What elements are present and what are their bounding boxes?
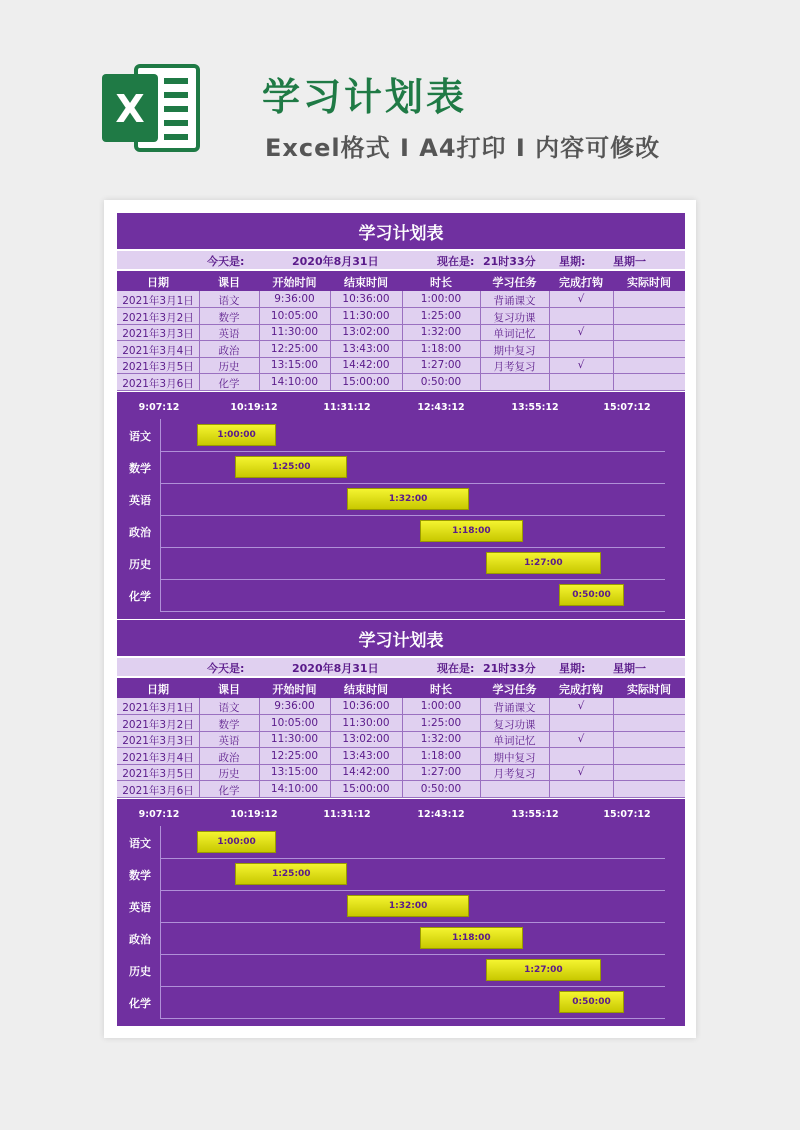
table-cell[interactable]: √ — [577, 359, 585, 371]
table-cell[interactable]: 0:50:00 — [420, 375, 462, 388]
table-cell[interactable]: 2021年3月1日 — [122, 702, 194, 714]
table-row — [117, 308, 685, 325]
table-header — [117, 678, 685, 697]
table-cell[interactable]: 1:18:00 — [420, 749, 462, 762]
table-cell[interactable]: 语文 — [218, 295, 240, 307]
table-cell[interactable]: 11:30:00 — [270, 326, 319, 338]
column-header: 时长 — [430, 276, 452, 289]
x-tick-label: 9:07:12 — [138, 809, 180, 820]
today-value: 2020年8月31日 — [292, 255, 379, 268]
category-label: 历史 — [129, 558, 151, 571]
today-label: 今天是: — [207, 255, 245, 268]
gantt-bar[interactable] — [235, 863, 347, 885]
table-cell[interactable]: 数学 — [218, 311, 240, 324]
table-cell[interactable]: 单词记忆 — [493, 735, 536, 747]
gantt-bar[interactable] — [486, 552, 601, 574]
x-tick-label: 11:31:12 — [323, 402, 371, 413]
bar-label: 1:32:00 — [388, 494, 428, 504]
table-cell[interactable]: 复习功课 — [493, 311, 536, 324]
grid-line — [160, 1018, 665, 1019]
table-row — [117, 341, 685, 358]
category-label: 语文 — [129, 837, 151, 850]
table-cell[interactable]: 1:00:00 — [420, 700, 462, 712]
table-cell[interactable]: 2021年3月5日 — [122, 361, 194, 373]
grid-line — [160, 890, 665, 891]
table-cell[interactable]: 10:36:00 — [342, 700, 390, 712]
x-tick-label: 15:07:12 — [603, 402, 651, 413]
table-cell[interactable]: 9:36:00 — [274, 700, 315, 712]
table-cell[interactable]: 0:50:00 — [420, 782, 462, 795]
bar-label: 1:18:00 — [452, 933, 491, 943]
table-cell[interactable]: 13:43:00 — [342, 342, 390, 355]
table-cell[interactable]: 化学 — [218, 377, 240, 390]
table-cell[interactable]: 背诵课文 — [493, 702, 536, 714]
table-cell[interactable]: 14:42:00 — [342, 766, 390, 778]
table-row — [117, 715, 685, 732]
table-cell[interactable]: 10:36:00 — [342, 293, 390, 305]
bar-label: 1:27:00 — [524, 558, 563, 568]
table-cell[interactable]: √ — [577, 766, 585, 778]
x-tick-label: 12:43:12 — [417, 402, 465, 413]
excel-logo-icon — [100, 60, 204, 156]
table-cell[interactable]: 历史 — [218, 768, 240, 780]
table-cell[interactable]: 11:30:00 — [342, 309, 390, 322]
weekday-label: 星期: — [559, 255, 586, 268]
column-header: 日期 — [147, 683, 169, 696]
column-header: 实际时间 — [627, 683, 671, 696]
study-plan-sheet-1 — [117, 213, 685, 619]
table-cell[interactable]: 1:27:00 — [420, 766, 462, 778]
category-label: 语文 — [129, 430, 151, 443]
table-row — [117, 781, 685, 798]
table-cell[interactable]: 政治 — [218, 344, 240, 357]
x-tick-label: 15:07:12 — [603, 809, 651, 820]
category-label: 政治 — [129, 933, 151, 946]
grid-line — [160, 954, 665, 955]
weekday-value: 星期一 — [613, 255, 646, 268]
table-cell[interactable]: 期中复习 — [493, 344, 536, 357]
table-row — [117, 698, 685, 715]
table-cell[interactable]: 2021年3月4日 — [122, 751, 194, 764]
column-header: 时长 — [430, 683, 452, 696]
gantt-chart — [117, 392, 685, 619]
gantt-bar[interactable] — [420, 520, 523, 542]
table-cell[interactable]: 1:25:00 — [420, 309, 462, 322]
table-cell[interactable]: 1:00:00 — [420, 293, 462, 305]
table-cell[interactable]: 政治 — [218, 751, 240, 764]
gantt-bar[interactable] — [486, 959, 601, 981]
data-table — [117, 290, 685, 390]
table-cell[interactable]: 1:27:00 — [420, 359, 462, 371]
info-bar — [117, 658, 685, 676]
logo-letter: X — [115, 87, 145, 131]
grid-line — [160, 451, 665, 452]
column-header: 结束时间 — [344, 683, 388, 696]
table-cell[interactable]: 12:25:00 — [270, 342, 319, 355]
table-cell[interactable]: 语文 — [218, 702, 240, 714]
bar-label: 1:25:00 — [272, 462, 311, 472]
category-label: 英语 — [129, 494, 151, 507]
grid-line — [160, 611, 665, 612]
column-header: 完成打钩 — [559, 276, 603, 289]
table-cell[interactable]: 15:00:00 — [342, 782, 390, 795]
table-cell[interactable]: 2021年3月1日 — [122, 295, 194, 307]
table-row — [117, 357, 685, 374]
table-row — [117, 731, 685, 748]
bar-label: 1:32:00 — [388, 901, 428, 911]
table-cell[interactable]: 月考复习 — [493, 361, 536, 373]
bar-label: 1:25:00 — [272, 869, 311, 879]
table-cell[interactable]: √ — [577, 733, 585, 745]
header — [0, 0, 800, 190]
bar-label: 1:00:00 — [217, 837, 256, 847]
table-cell[interactable]: 2021年3月3日 — [122, 328, 194, 340]
table-cell[interactable]: 11:30:00 — [342, 716, 390, 729]
now-label: 现在是: — [437, 662, 475, 675]
table-row — [117, 374, 685, 391]
table-cell[interactable]: 复习功课 — [493, 718, 536, 731]
category-label: 历史 — [129, 965, 151, 978]
grid-line — [160, 986, 665, 987]
table-cell[interactable]: 英语 — [218, 328, 240, 340]
table-cell[interactable]: √ — [577, 700, 585, 712]
table-cell[interactable]: 10:05:00 — [270, 716, 319, 729]
column-header: 日期 — [147, 276, 169, 289]
x-tick-label: 10:19:12 — [230, 402, 278, 413]
gantt-bar[interactable] — [235, 456, 347, 478]
weekday-value: 星期一 — [613, 662, 646, 675]
table-cell[interactable]: 化学 — [218, 784, 240, 797]
table-cell[interactable]: 2021年3月4日 — [122, 344, 194, 357]
table-cell[interactable]: 单词记忆 — [493, 328, 536, 340]
info-bar — [117, 251, 685, 269]
column-header: 课目 — [218, 683, 240, 696]
grid-line — [160, 515, 665, 516]
grid-line — [160, 922, 665, 923]
today-label: 今天是: — [207, 662, 245, 675]
grid-line — [160, 858, 665, 859]
table-cell[interactable]: 1:32:00 — [420, 733, 462, 745]
table-cell[interactable]: √ — [577, 293, 585, 305]
gantt-bar[interactable] — [420, 927, 523, 949]
column-header: 学习任务 — [492, 683, 537, 696]
category-label: 化学 — [129, 997, 151, 1010]
category-label: 数学 — [129, 869, 151, 882]
gantt-bar[interactable] — [559, 991, 625, 1013]
weekday-label: 星期: — [559, 662, 586, 675]
sheet-title: 学习计划表 — [117, 213, 685, 249]
table-row — [117, 291, 685, 308]
table-cell[interactable]: 14:10:00 — [270, 375, 319, 388]
table-cell[interactable]: 11:30:00 — [270, 733, 319, 745]
table-cell[interactable]: 13:02:00 — [342, 326, 390, 338]
column-header: 完成打钩 — [559, 683, 603, 696]
table-row — [117, 324, 685, 341]
sheet-title: 学习计划表 — [117, 620, 685, 656]
table-cell[interactable]: 1:25:00 — [420, 716, 462, 729]
bar-label: 1:27:00 — [524, 965, 563, 975]
table-cell[interactable]: 13:15:00 — [270, 359, 319, 371]
now-value: 21时33分 — [483, 255, 536, 268]
table-cell[interactable]: 背诵课文 — [493, 295, 536, 307]
table-cell[interactable]: 英语 — [218, 735, 240, 747]
column-header: 结束时间 — [344, 276, 388, 289]
gantt-bar[interactable] — [197, 831, 276, 853]
table-cell[interactable]: 14:42:00 — [342, 359, 390, 371]
now-value: 21时33分 — [483, 662, 536, 675]
bar-label: 1:18:00 — [452, 526, 491, 536]
table-cell[interactable]: 12:25:00 — [270, 749, 319, 762]
gantt-bar[interactable] — [347, 895, 468, 917]
page-title: 学习计划表 — [262, 75, 468, 119]
table-cell[interactable]: √ — [577, 326, 585, 338]
gantt-bar[interactable] — [347, 488, 468, 510]
table-cell[interactable]: 1:32:00 — [420, 326, 462, 338]
column-header: 实际时间 — [627, 276, 671, 289]
bar-label: 0:50:00 — [572, 590, 611, 600]
data-table — [117, 697, 685, 797]
table-cell[interactable]: 1:18:00 — [420, 342, 462, 355]
x-tick-label: 13:55:12 — [511, 809, 559, 820]
table-row — [117, 748, 685, 765]
now-label: 现在是: — [437, 255, 475, 268]
table-cell[interactable]: 期中复习 — [493, 751, 536, 764]
column-header: 开始时间 — [272, 276, 317, 289]
table-cell[interactable]: 2021年3月6日 — [122, 377, 194, 390]
table-cell[interactable]: 2021年3月5日 — [122, 768, 194, 780]
bar-label: 0:50:00 — [572, 997, 611, 1007]
bar-label: 1:00:00 — [217, 430, 256, 440]
grid-line — [160, 547, 665, 548]
category-label: 英语 — [129, 901, 151, 914]
table-cell[interactable]: 2021年3月2日 — [122, 311, 194, 324]
table-cell[interactable]: 13:15:00 — [270, 766, 319, 778]
column-header: 开始时间 — [272, 683, 317, 696]
table-cell[interactable]: 2021年3月6日 — [122, 784, 194, 797]
gantt-bar[interactable] — [559, 584, 625, 606]
table-cell[interactable]: 13:02:00 — [342, 733, 390, 745]
table-cell[interactable]: 数学 — [218, 718, 240, 731]
grid-line — [160, 579, 665, 580]
table-cell[interactable]: 月考复习 — [493, 768, 536, 780]
table-cell[interactable]: 9:36:00 — [274, 293, 315, 305]
x-tick-label: 9:07:12 — [138, 402, 180, 413]
x-tick-label: 10:19:12 — [230, 809, 278, 820]
x-tick-label: 11:31:12 — [323, 809, 371, 820]
table-header — [117, 271, 685, 290]
table-cell[interactable]: 历史 — [218, 361, 240, 373]
x-tick-label: 13:55:12 — [511, 402, 559, 413]
x-tick-label: 12:43:12 — [417, 809, 465, 820]
category-label: 政治 — [129, 526, 151, 539]
page-subtitle: Excel格式 I A4打印 I 内容可修改 — [265, 134, 661, 162]
table-cell[interactable]: 2021年3月3日 — [122, 735, 194, 747]
column-header: 课目 — [218, 276, 240, 289]
table-cell[interactable]: 10:05:00 — [270, 309, 319, 322]
grid-line — [160, 483, 665, 484]
table-cell[interactable]: 2021年3月2日 — [122, 718, 194, 731]
category-label: 化学 — [129, 590, 151, 603]
column-header: 学习任务 — [492, 276, 537, 289]
gantt-chart — [117, 799, 685, 1026]
today-value: 2020年8月31日 — [292, 662, 379, 675]
table-cell[interactable]: 15:00:00 — [342, 375, 390, 388]
study-plan-sheet-2 — [117, 620, 685, 1026]
gantt-bar[interactable] — [197, 424, 276, 446]
table-cell[interactable]: 14:10:00 — [270, 782, 319, 795]
table-row — [117, 764, 685, 781]
table-cell[interactable]: 13:43:00 — [342, 749, 390, 762]
category-label: 数学 — [129, 462, 151, 475]
